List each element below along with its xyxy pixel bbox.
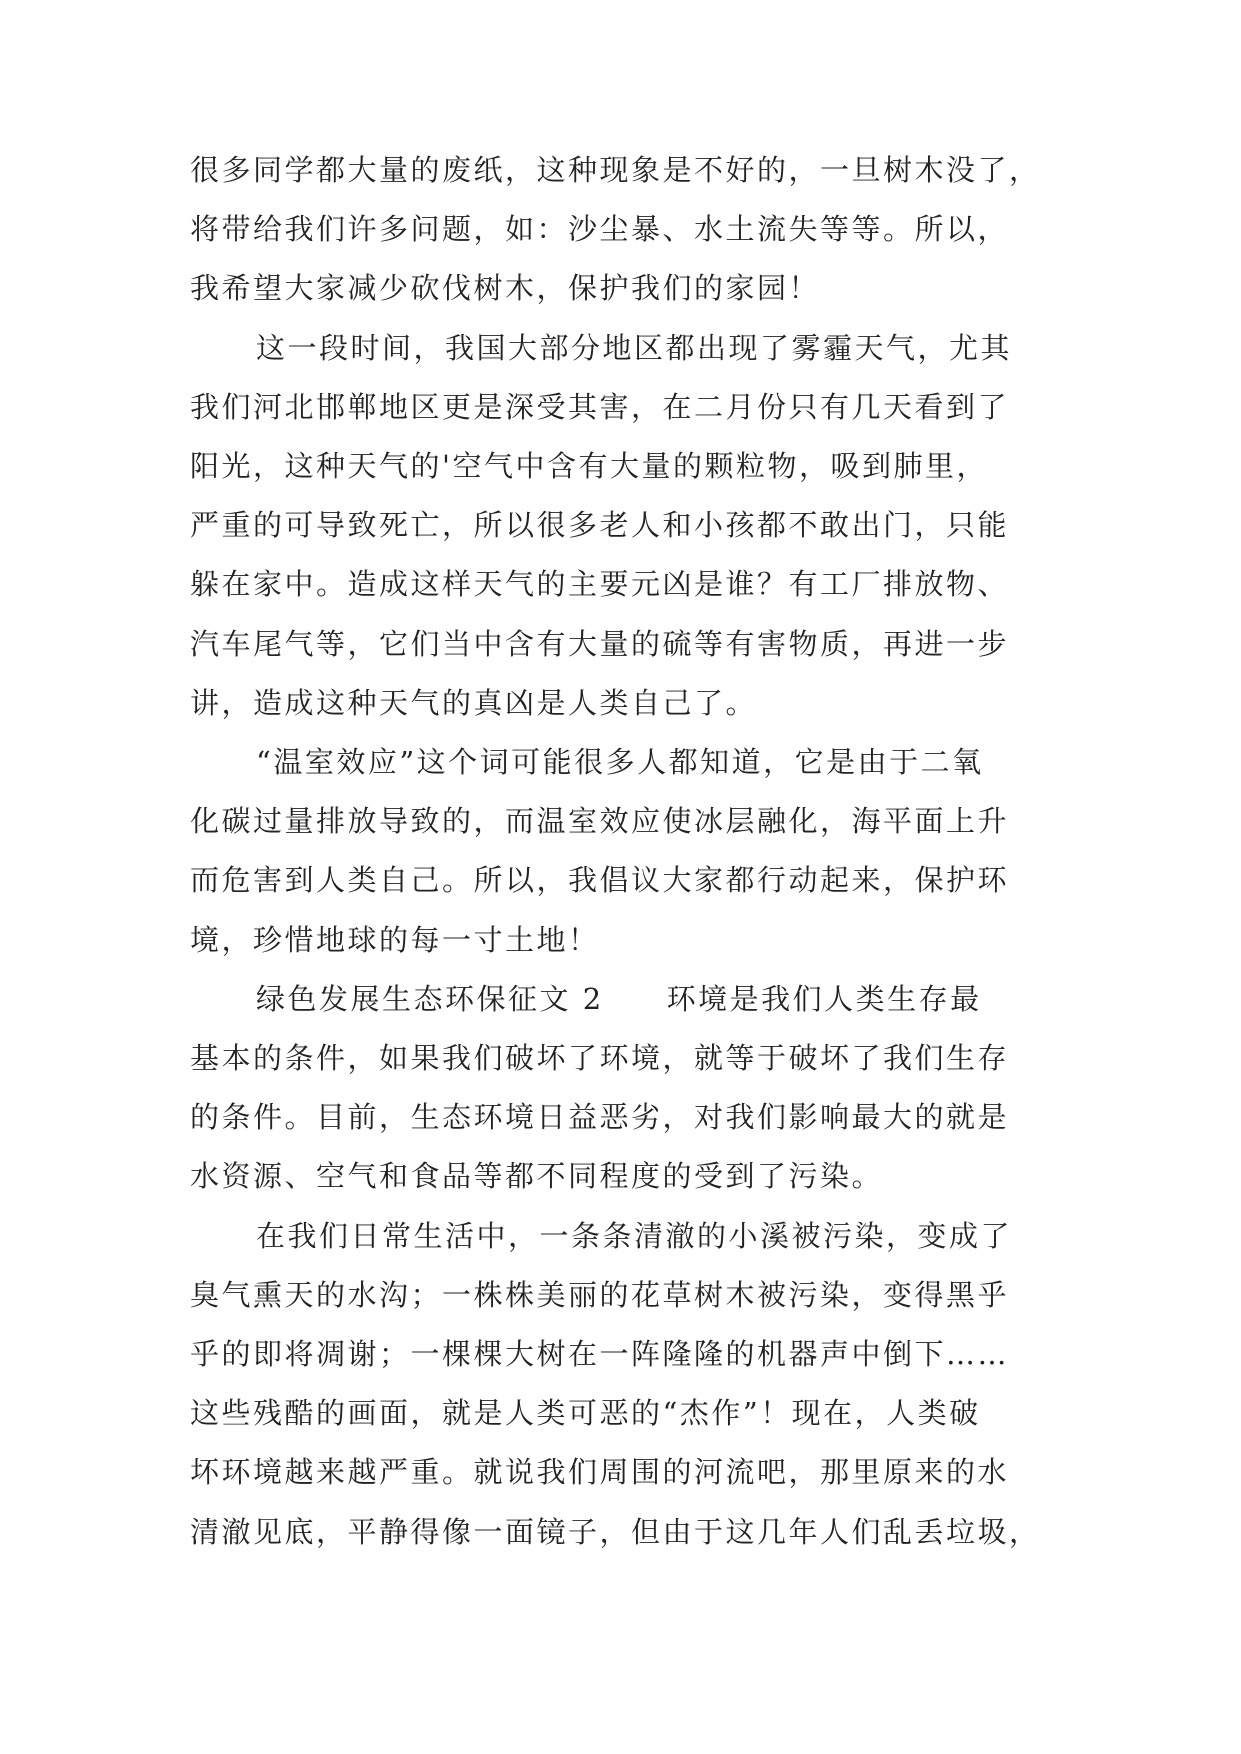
text-line: 阳光，这种天气的'空气中含有大量的颗粒物，吸到肺里， xyxy=(190,449,988,483)
text-line: 乎的即将凋谢；一棵棵大树在一阵隆隆的机器声中倒下…… xyxy=(190,1337,1010,1371)
text-line: 讲，造成这种天气的真凶是人类自己了。 xyxy=(190,686,758,720)
text-line: 清澈见底，平静得像一面镜子，但由于这几年人们乱丢垃圾， xyxy=(190,1515,1041,1549)
text-line: 而危害到人类自己。所以，我倡议大家都行动起来，保护环 xyxy=(190,863,1010,897)
text-line: 境，珍惜地球的每一寸土地！ xyxy=(190,923,600,957)
paragraph-start-line: 在我们日常生活中，一条条清澈的小溪被污染，变成了 xyxy=(256,1219,1013,1253)
text-line: 躲在家中。造成这样天气的主要元凶是谁？有工厂排放物、 xyxy=(190,567,1010,601)
text-line: 的条件。目前，生态环境日益恶劣，对我们影响最大的就是 xyxy=(190,1100,1010,1134)
text-line: 坏环境越来越严重。就说我们周围的河流吧，那里原来的水 xyxy=(190,1455,1010,1489)
text-line: 这些残酷的画面，就是人类可恶的“杰作”！现在，人类破 xyxy=(190,1396,981,1430)
text-line: 化碳过量排放导致的，而温室效应使冰层融化，海平面上升 xyxy=(190,804,1010,838)
text-line: 我希望大家减少砍伐树木，保护我们的家园！ xyxy=(190,271,821,305)
text-line: 汽车尾气等，它们当中含有大量的硫等有害物质，再进一步 xyxy=(190,627,1010,661)
text-line: 臭气熏天的水沟；一株株美丽的花草树木被污染，变得黑乎 xyxy=(190,1278,1010,1312)
text-line: 基本的条件，如果我们破坏了环境，就等于破坏了我们生存 xyxy=(190,1041,1010,1075)
text-line: 严重的可导致死亡，所以很多老人和小孩都不敢出门，只能 xyxy=(190,508,1010,542)
text-line: 将带给我们许多问题，如：沙尘暴、水土流失等等。所以， xyxy=(190,212,1010,246)
text-line: 很多同学都大量的废纸，这种现象是不好的，一旦树木没了， xyxy=(190,153,1041,187)
paragraph-start-line: “温室效应”这个词可能很多人都知道，它是由于二氧 xyxy=(256,745,984,779)
text-line: 水资源、空气和食品等都不同程度的受到了污染。 xyxy=(190,1159,884,1193)
paragraph-start-line: 这一段时间，我国大部分地区都出现了雾霾天气，尤其 xyxy=(256,331,1013,365)
text-line: 我们河北邯郸地区更是深受其害，在二月份只有几天看到了 xyxy=(190,390,1010,424)
section-heading-line: 绿色发展生态环保征文 2 环境是我们人类生存最 xyxy=(256,982,982,1016)
